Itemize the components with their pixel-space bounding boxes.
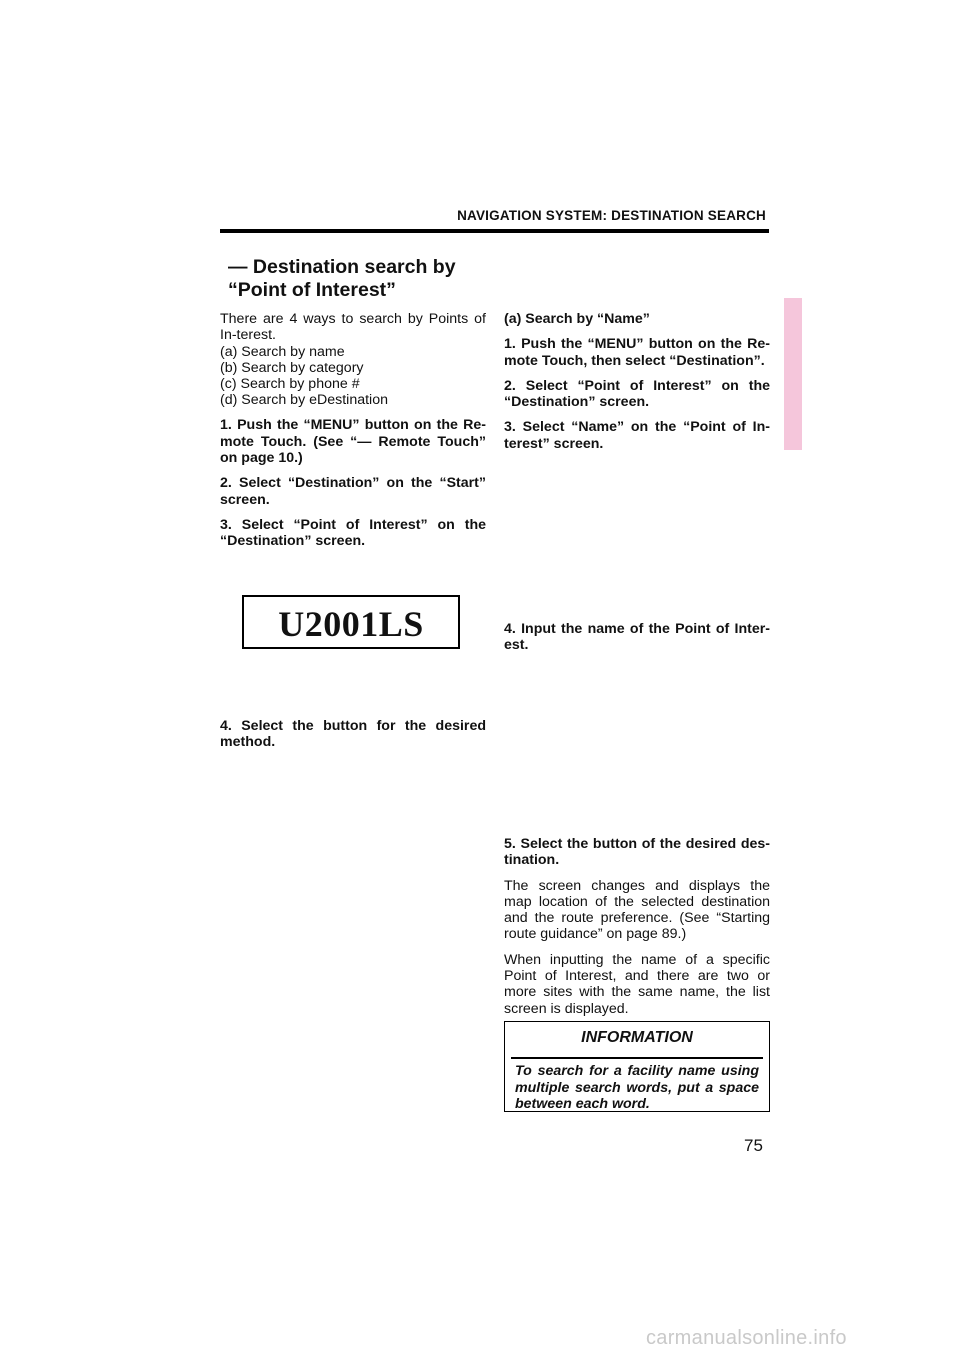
- name-step-3: 3. Select “Name” on the “Point of In-terest” screen.: [504, 419, 770, 452]
- section-title: [228, 256, 456, 302]
- right-column-bottom: [504, 836, 770, 1026]
- information-heading: INFORMATION: [581, 1029, 693, 1046]
- step-4: 4. Select the button for the desired method.: [220, 718, 486, 751]
- step-3: 3. Select “Point of Interest” on the “Destination” screen.: [220, 516, 486, 550]
- right-step-4-block: [504, 621, 770, 663]
- information-rule: [511, 1057, 763, 1059]
- subheading-search-by-name: (a) Search by “Name”: [504, 311, 650, 327]
- name-step-5: 5. Select the button of the desired des-tination.: [504, 836, 770, 869]
- result-paragraph: The screen changes and displays the map location of the selected destination and the route preference. (See “Starting route guidance” on page 89.): [504, 877, 770, 943]
- chapter-side-tab: [784, 298, 802, 450]
- running-header: NAVIGATION SYSTEM: DESTINATION SEARCH: [457, 208, 766, 223]
- step-2: 2. Select “Destination” on the “Start” screen.: [220, 475, 486, 508]
- left-column: [220, 311, 486, 558]
- figure-placeholder: [242, 595, 460, 649]
- method-item: (b) Search by category: [220, 359, 364, 376]
- information-box: [504, 1021, 770, 1112]
- name-step-1: 1. Push the “MENU” button on the Re-mote Touch, then select “Destination”.: [504, 336, 770, 369]
- section-title-line1: — Destination search by: [228, 256, 456, 278]
- intro-text: There are 4 ways to search by Points of In-terest.: [220, 311, 486, 344]
- page-number: 75: [744, 1136, 763, 1155]
- header-rule: [220, 229, 769, 233]
- left-step-4-block: [220, 718, 486, 760]
- duplicate-names-paragraph: When inputting the name of a specific Point of Interest, and there are two or more sites with the same name, the list screen is displayed.: [504, 951, 770, 1017]
- method-item: (a) Search by name: [220, 343, 345, 360]
- step-1: 1. Push the “MENU” button on the Re-mote Touch. (See “— Remote Touch” on page 10.): [220, 417, 486, 466]
- figure-label: U2001LS: [278, 604, 424, 644]
- method-item: (c) Search by phone #: [220, 376, 360, 392]
- method-item: (d) Search by eDestination: [220, 392, 388, 409]
- watermark: carmanualsonline.info: [646, 1327, 847, 1349]
- name-step-2: 2. Select “Point of Interest” on the “Destination” screen.: [504, 377, 770, 411]
- information-body: To search for a facility name using multiple search words, put a space between each word.: [515, 1063, 759, 1112]
- section-title-line2: “Point of Interest”: [228, 279, 396, 301]
- right-column-top: [504, 311, 770, 461]
- method-list: [220, 344, 486, 409]
- name-step-4: 4. Input the name of the Point of Inter-est.: [504, 621, 770, 654]
